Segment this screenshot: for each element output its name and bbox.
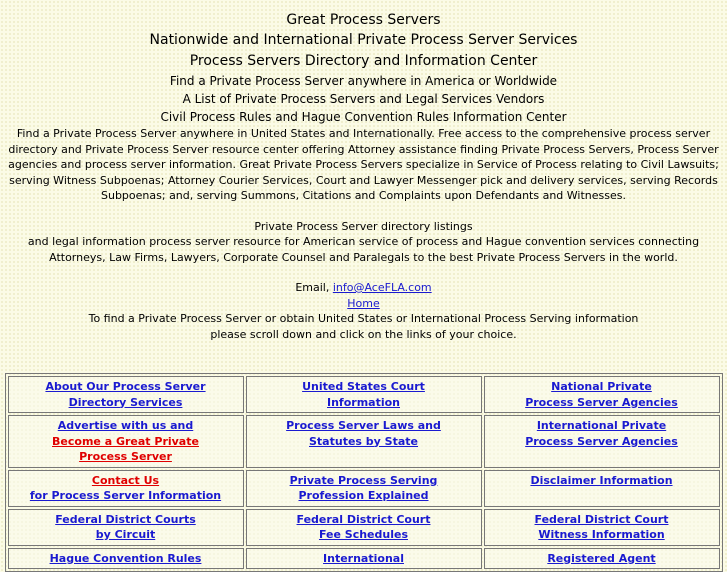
home-line [0,296,727,312]
directory-line: Attorneys, Law Firms, Lawyers, Corporate Counsel and Paralegals to the best Private Process Servers in the world. [49,250,678,264]
profession-explained-link[interactable]: Private Process Serving Profession Explained [289,473,438,502]
directory-line: and legal information process server resource for American service of process and Hague convention services connecting [27,235,700,248]
email-link[interactable]: info@AceFLA.com [332,281,432,294]
witness-info-link[interactable]: Federal District Court Witness Information [534,512,669,541]
table-cell [8,376,244,413]
table-cell [484,376,720,413]
hague-rules-link[interactable]: Hague Convention Rules [49,551,202,565]
about-directory-link[interactable]: About Our Process Server Directory Services [45,380,206,409]
table-cell [246,509,482,546]
site-title: Great Process Servers [286,12,441,28]
table-cell [246,548,482,570]
server-info-link[interactable]: for Process Server Information [29,489,222,502]
become-server-link[interactable]: Become a Great Private Process Server [52,434,199,463]
contact-us-link[interactable]: Contact Us [91,473,160,487]
table-cell [484,470,720,507]
table-row [8,548,720,570]
home-link[interactable]: Home [347,296,380,310]
tagline: Civil Process Rules and Hague Convention Rules Information Center [160,110,567,124]
tagline: Find a Private Process Server anywhere in America or Worldwide [169,74,558,88]
laws-statutes-link[interactable]: Process Server Laws and Statutes by State [286,419,441,448]
us-court-info-link[interactable]: United States Court Information [302,380,425,409]
advertise-link[interactable]: Advertise with us and [57,419,194,432]
tagline: A List of Private Process Servers and Legal Services Vendors [182,92,545,106]
table-cell [484,509,720,546]
table-row [8,470,720,507]
table-cell [8,415,244,468]
intro-paragraph: Find a Private Process Server anywhere in United States and Internationally. Free access to the comprehensive process server directory and Private Process Server resource center offering Attorney assistance finding Private Process Servers, Process Server agencies and process server information. Great Private Process Servers specialize in Service of Process relating to Civil Lawsuits; serving Witness Subpoenas; Attorney Courier Services, Court and Lawyer Messenger pick and delivery services, serving Records Subpoenas; and, serving Summons, Citations and Complaints upon Defendants and Witnesses. [8,127,719,202]
instruction-line: To find a Private Process Server or obtain United States or International Process Serving information [88,312,639,325]
table-cell [246,470,482,507]
disclaimer-link[interactable]: Disclaimer Information [530,473,673,487]
email-line [0,280,727,296]
directory-line: Private Process Server directory listings [254,219,473,233]
international-agencies-link[interactable]: International Private Process Server Agencies [525,419,678,448]
table-cell [8,470,244,507]
instruction-line: please scroll down and click on the links of your choice. [210,327,517,341]
table-row [8,376,720,413]
table-cell [8,548,244,570]
international-link[interactable]: International [323,551,404,565]
table-row [8,415,720,468]
links-table [5,373,723,572]
fee-schedules-link[interactable]: Federal District Court Fee Schedules [296,512,431,541]
table-cell [484,415,720,468]
table-cell [8,509,244,546]
district-courts-circuit-link[interactable]: Federal District Courts by Circuit [55,512,196,541]
site-subtitle-2: Process Servers Directory and Information Center [189,53,538,69]
national-agencies-link[interactable]: National Private Process Server Agencies [525,380,678,409]
table-cell [484,548,720,570]
site-subtitle: Nationwide and International Private Process Server Services [149,32,578,48]
table-row [8,509,720,546]
registered-agent-link[interactable]: Registered Agent [547,551,656,565]
table-cell [246,376,482,413]
email-label: Email, [295,281,333,294]
table-cell [246,415,482,468]
